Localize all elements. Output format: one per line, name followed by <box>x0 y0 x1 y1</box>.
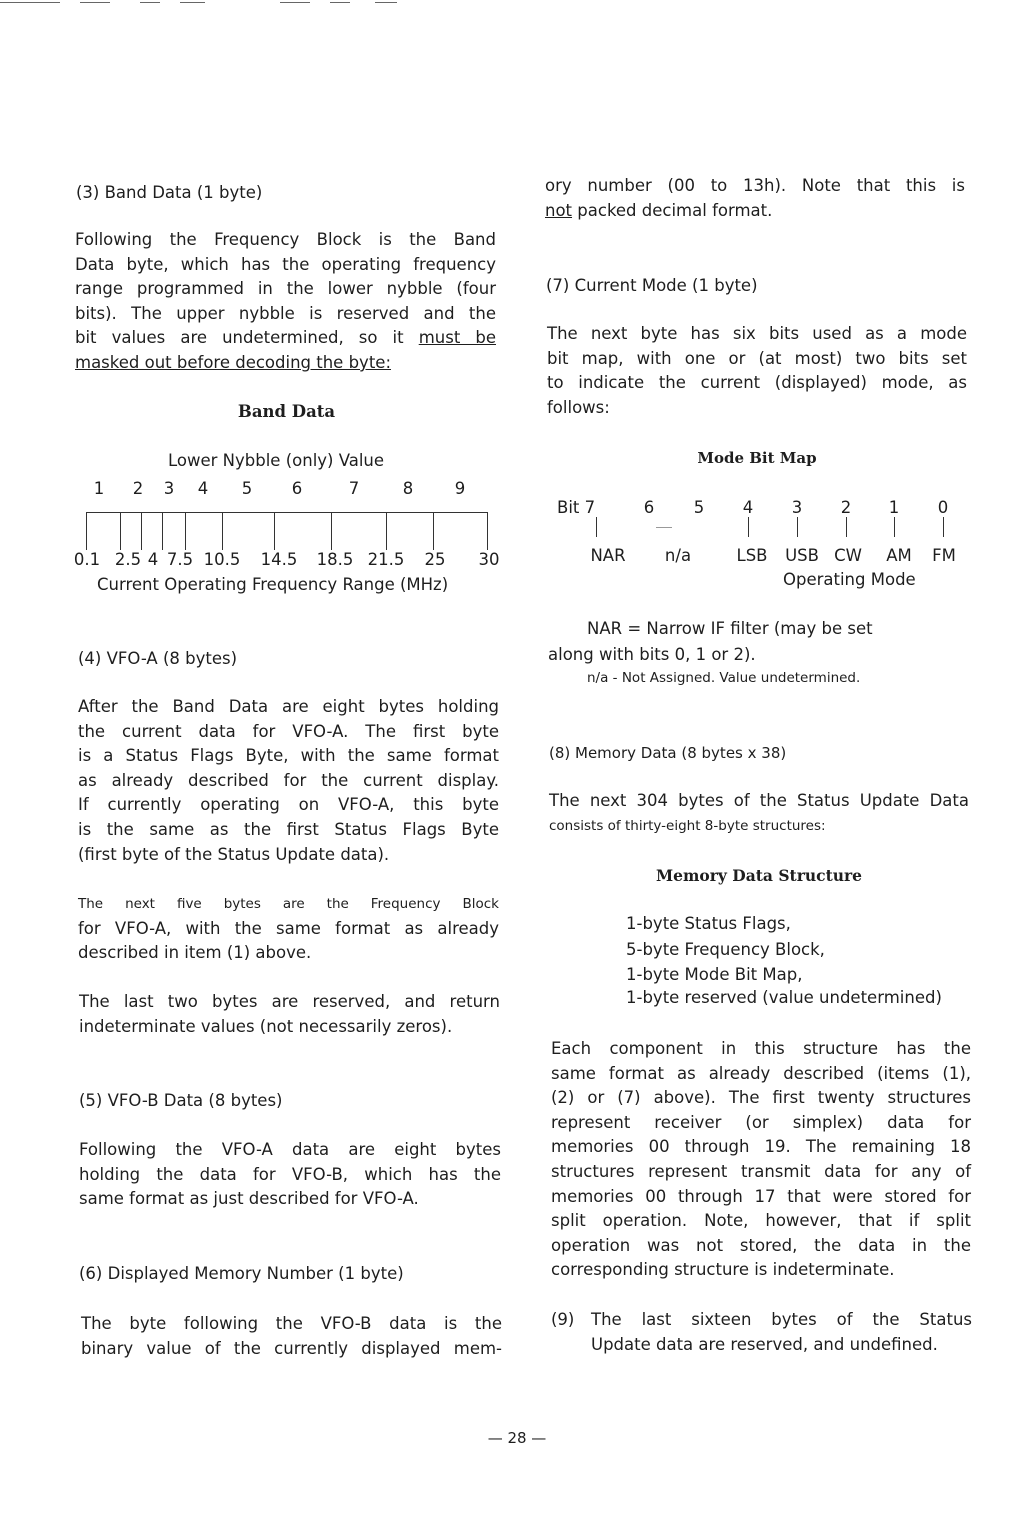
nar-definition-cont: along with bits 0, 1 or 2). <box>548 645 756 664</box>
vfo-a-paragraph-1: After the Band Data are eight bytes holding the current data for VFO-A. The first byte is a Status Flags Byte, with the same format as already described for the current display. If currently operating on VFO-A, this byte is the same as the first Status Flags Byte (first byte of the Status Update data). <box>78 697 499 864</box>
bit-number: 2 <box>840 498 852 517</box>
range-tick <box>386 512 387 550</box>
freq-label: 25 <box>424 550 446 569</box>
page-number: — 28 — <box>487 1429 547 1447</box>
bit-number: 6 <box>643 498 655 517</box>
memory-data-structure-title: Memory Data Structure <box>655 866 863 885</box>
range-tick <box>162 512 163 550</box>
freq-label: 7.5 <box>166 550 194 569</box>
mode-bit-map-title: Mode Bit Map <box>697 449 817 467</box>
bit-tick <box>846 517 847 537</box>
freq-label: 14.5 <box>260 550 298 569</box>
mode-label: AM <box>886 546 912 565</box>
current-mode-paragraph: The next byte has six bits used as a mode bit map, with one or (at most) two bits set to indicate the current (displayed) mode, as follows: <box>547 324 967 417</box>
scan-mark <box>80 2 110 3</box>
range-tick <box>331 512 332 550</box>
nybble-value: 1 <box>93 479 105 498</box>
range-tick <box>120 512 121 550</box>
freq-label: 18.5 <box>316 550 354 569</box>
mode-label: FM <box>932 546 956 565</box>
nybble-value: 4 <box>197 479 209 498</box>
section-7-heading: (7) Current Mode (1 byte) <box>546 276 758 295</box>
range-tick <box>185 512 186 550</box>
range-top-line <box>86 512 488 513</box>
scan-mark <box>375 2 397 3</box>
range-tick <box>141 512 142 550</box>
structure-item: 1-byte reserved (value undetermined) <box>626 988 942 1007</box>
bit-tick-faint <box>656 527 672 528</box>
band-chart-caption: Current Operating Frequency Range (MHz) <box>97 575 449 594</box>
band-data-paragraph: Following the Frequency Block is the Band Data byte, which has the operating frequency range programmed in the lower nybble (four bits). The upper nybble is reserved and the bit values are undetermined, so it must be masked out before decoding the byte: <box>75 230 496 372</box>
bit-tick <box>797 517 798 537</box>
bit-number: 4 <box>742 498 754 517</box>
vfo-a-paragraph-3: The last two bytes are reserved, and return indeterminate values (not necessarily zeros). <box>79 992 500 1036</box>
freq-label: 10.5 <box>203 550 241 569</box>
section-8-heading: (8) Memory Data (8 bytes x 38) <box>549 744 787 762</box>
nybble-value: 6 <box>291 479 303 498</box>
nybble-label: Lower Nybble (only) Value <box>168 451 385 470</box>
freq-label: 0.1 <box>73 550 101 569</box>
na-note: n/a - Not Assigned. Value undetermined. <box>587 670 861 686</box>
section-9-paragraph: The last sixteen bytes of the Status Update data are reserved, and undefined. <box>591 1310 972 1354</box>
section-4-heading: (4) VFO-A (8 bytes) <box>78 649 238 668</box>
scan-mark <box>330 2 350 3</box>
bit-tick <box>596 517 597 537</box>
vfo-b-paragraph: Following the VFO-A data are eight bytes holding the data for VFO-B, which has the same format as just described for VFO-A. <box>79 1140 501 1209</box>
section-6-heading: (6) Displayed Memory Number (1 byte) <box>79 1264 404 1283</box>
nybble-value: 9 <box>454 479 466 498</box>
bit-tick <box>748 517 749 537</box>
bit-number: 3 <box>791 498 803 517</box>
scan-mark <box>280 2 310 3</box>
bit-tick <box>894 517 895 537</box>
section-9-number: (9) <box>551 1310 575 1329</box>
structure-item: 1-byte Status Flags, <box>626 914 791 933</box>
memory-number-continuation: ory number (00 to 13h). Note that this is not packed decimal format. <box>545 176 965 220</box>
mode-map-caption: Operating Mode <box>783 570 916 589</box>
nybble-value: 8 <box>402 479 414 498</box>
freq-label: 30 <box>478 550 500 569</box>
mode-label: LSB <box>736 546 768 565</box>
freq-label: 4 <box>147 550 159 569</box>
mode-label: NAR <box>590 546 626 565</box>
freq-label: 2.5 <box>114 550 142 569</box>
freq-label: 21.5 <box>367 550 405 569</box>
bit-number: 1 <box>888 498 900 517</box>
nybble-value: 2 <box>132 479 144 498</box>
mode-label: n/a <box>664 546 692 565</box>
bit-tick <box>943 517 944 537</box>
vfo-a-paragraph-2: The next five bytes are the Frequency Block for VFO-A, with the same format as already described in item (1) above. <box>78 896 499 963</box>
section-5-heading: (5) VFO-B Data (8 bytes) <box>79 1091 283 1110</box>
range-tick <box>274 512 275 550</box>
nybble-value: 7 <box>348 479 360 498</box>
section-3-heading: (3) Band Data (1 byte) <box>76 183 263 202</box>
mode-label: USB <box>785 546 819 565</box>
mode-label: CW <box>834 546 862 565</box>
nybble-value: 3 <box>163 479 175 498</box>
scan-mark <box>0 2 60 3</box>
range-tick <box>86 512 87 550</box>
bit-number: 5 <box>693 498 705 517</box>
structure-item: 5-byte Frequency Block, <box>626 940 825 959</box>
band-data-title: Band Data <box>237 402 336 421</box>
memory-data-paragraph-1: The next 304 bytes of the Status Update Data consists of thirty-eight 8-byte structures: <box>549 791 969 834</box>
range-tick <box>222 512 223 550</box>
bit-number: 0 <box>937 498 949 517</box>
memory-data-paragraph-2: Each component in this structure has the same format as already described (items (1), (2) or (7) above). The first twenty structures represent receiver (or simplex) data for memories 00 through 19. The remaining 18 structures represent transmit data for any of memories 00 through 17 that were stored for split operation. Note, however, that if split operation was not stored, the data in the corresponding structure is indeterminate. <box>551 1039 971 1280</box>
range-tick <box>433 512 434 550</box>
scan-mark <box>140 2 160 3</box>
memory-number-paragraph: The byte following the VFO-B data is the binary value of the currently displayed mem- <box>81 1314 502 1358</box>
scan-mark <box>180 2 205 3</box>
range-tick <box>487 512 488 550</box>
nar-definition: NAR = Narrow IF filter (may be set <box>587 619 873 638</box>
nybble-value: 5 <box>241 479 253 498</box>
bit-label: Bit 7 <box>557 498 596 517</box>
structure-item: 1-byte Mode Bit Map, <box>626 965 803 984</box>
